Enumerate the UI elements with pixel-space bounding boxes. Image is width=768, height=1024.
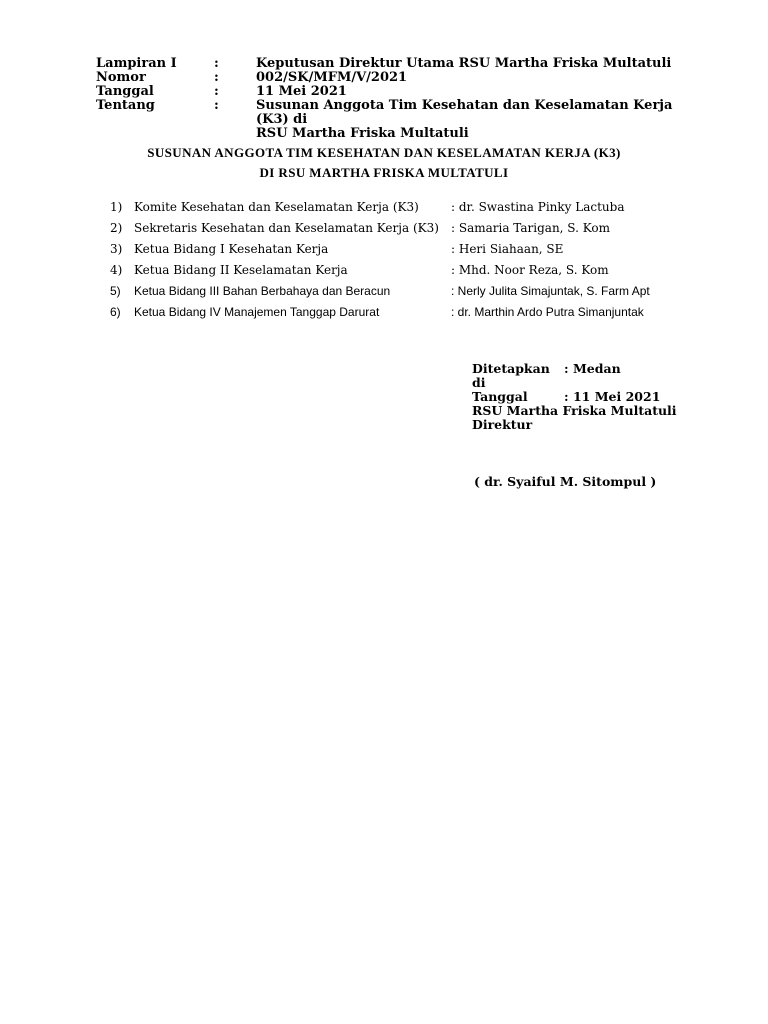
member-role: Ketua Bidang IV Manajemen Tanggap Darurat <box>134 305 380 319</box>
signature-date-label: Tanggal <box>472 389 528 404</box>
member-name: : dr. Marthin Ardo Putra Simanjuntak <box>451 305 644 319</box>
member-number: 5) <box>110 284 121 298</box>
list-item <box>110 199 710 220</box>
signature-place-row <box>472 362 732 390</box>
header-value: RSU Martha Friska Multatuli <box>256 126 469 141</box>
member-name: : Heri Siahaan, SE <box>451 242 564 256</box>
signature-block <box>472 362 732 432</box>
header-label <box>96 127 214 141</box>
header-row-lampiran <box>96 57 696 71</box>
header-colon <box>214 127 256 141</box>
member-number: 6) <box>110 305 121 319</box>
header-value: 11 Mei 2021 <box>256 84 347 99</box>
list-item <box>110 262 710 283</box>
member-number: 3) <box>110 242 123 256</box>
header-colon: : <box>214 56 219 71</box>
member-role: Sekretaris Kesehatan dan Keselamatan Kerja (K3) <box>134 221 439 235</box>
header-value: Susunan Anggota Tim Kesehatan dan Keselamatan Kerja (K3) di <box>256 98 673 127</box>
signatory-name: ( dr. Syaiful M. Sitompul ) <box>474 474 657 489</box>
signature-date-value: : 11 Mei 2021 <box>564 389 661 404</box>
signature-position: Direktur <box>472 417 533 432</box>
member-name: : Mhd. Noor Reza, S. Kom <box>451 263 609 277</box>
member-name: : Nerly Julita Simajuntak, S. Farm Apt <box>451 284 650 298</box>
list-item <box>110 220 710 241</box>
header-row-tentang <box>96 99 696 127</box>
document-subtitle: DI RSU MARTHA FRISKA MULTATULI <box>259 165 509 180</box>
list-item <box>110 304 710 325</box>
header-label: Tentang <box>96 98 155 113</box>
member-role: Komite Kesehatan dan Keselamatan Kerja (K3) <box>134 200 419 214</box>
header-value: Keputusan Direktur Utama RSU Martha Friska Multatuli <box>256 56 672 71</box>
header-label: Nomor <box>96 70 146 85</box>
signature-institution: RSU Martha Friska Multatuli <box>472 403 677 418</box>
member-role: Ketua Bidang III Bahan Berbahaya dan Beracun <box>134 284 391 298</box>
header-row-tentang-continued <box>96 127 696 141</box>
member-number: 2) <box>110 221 123 235</box>
member-number: 4) <box>110 263 123 277</box>
signature-place-value: : Medan <box>564 361 621 376</box>
member-role: Ketua Bidang I Kesehatan Kerja <box>134 242 329 256</box>
header-label: Lampiran I <box>96 56 177 71</box>
header-label: Tanggal <box>96 84 154 99</box>
list-item <box>110 241 710 262</box>
member-number: 1) <box>110 200 123 214</box>
header-value: 002/SK/MFM/V/2021 <box>256 70 408 85</box>
document-title: SUSUNAN ANGGOTA TIM KESEHATAN DAN KESELAMATAN KERJA (K3) <box>147 145 621 160</box>
header-row-tanggal <box>96 85 696 99</box>
document-header <box>96 57 696 141</box>
header-colon: : <box>214 98 219 113</box>
signature-place-label: Ditetapkan di <box>472 361 550 390</box>
header-colon: : <box>214 84 219 99</box>
member-list <box>110 199 710 325</box>
list-item <box>110 283 710 304</box>
signature-date-row <box>472 390 732 404</box>
member-name: : Samaria Tarigan, S. Kom <box>451 221 610 235</box>
member-role: Ketua Bidang II Keselamatan Kerja <box>134 263 348 277</box>
member-name: : dr. Swastina Pinky Lactuba <box>451 200 625 214</box>
header-row-nomor <box>96 71 696 85</box>
header-colon: : <box>214 70 219 85</box>
